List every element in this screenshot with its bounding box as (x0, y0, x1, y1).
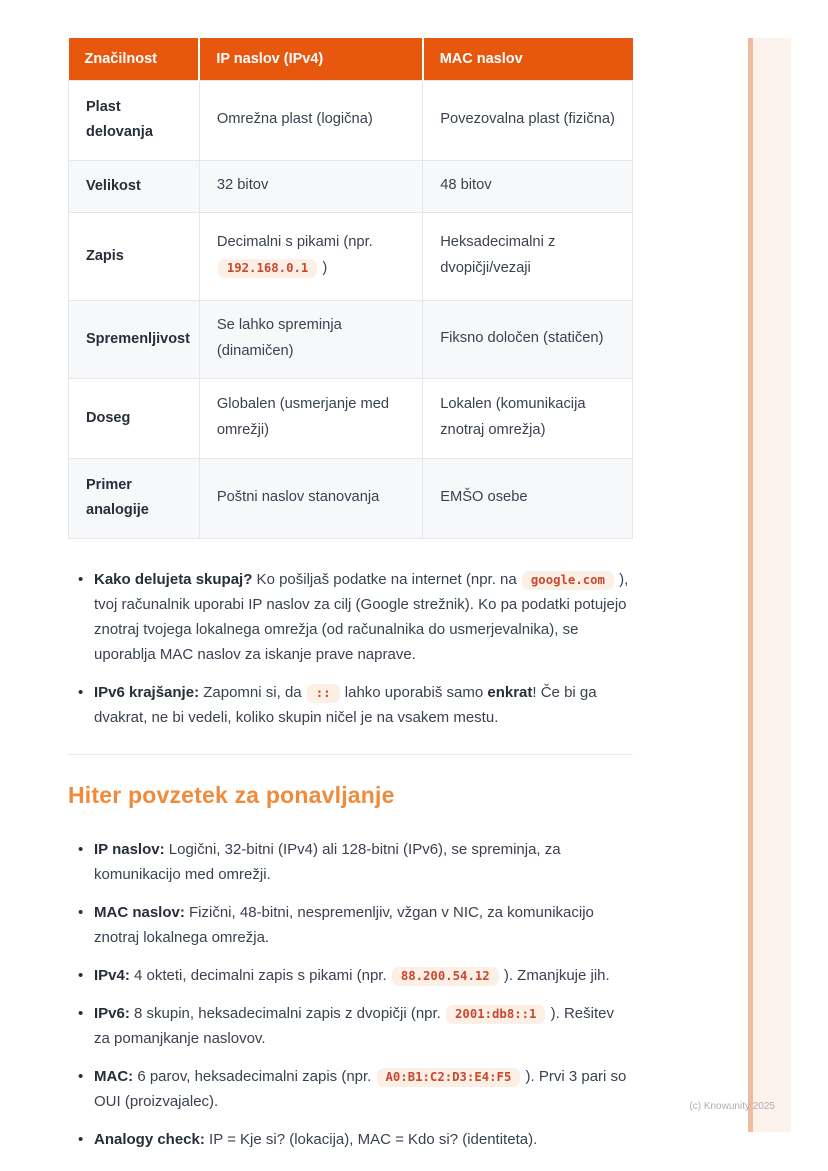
column-header-feature: Značilnost (69, 38, 200, 80)
bold-text: IPv4: (94, 966, 130, 984)
bold-text: MAC: (94, 1068, 134, 1086)
inline-code: 192.168.0.1 (218, 259, 317, 278)
bold-text: MAC naslov: (94, 903, 185, 921)
text-run: Se lahko spreminja (dinamičen) (216, 317, 342, 359)
text-run: ). Prvi 3 pari so OUI (proizvajalec). (94, 1068, 627, 1111)
feature-cell: Velikost (69, 160, 200, 212)
text-run: Fiksno določen (statičen) (440, 330, 604, 347)
summary-list (68, 837, 633, 1152)
ip-cell (199, 378, 422, 458)
table-row (69, 378, 633, 458)
text-run: Omrežna plast (logična) (216, 111, 373, 128)
bullet-item (68, 963, 633, 988)
feature-cell: Doseg (69, 378, 200, 458)
feature-cell: Plast delovanja (69, 80, 200, 160)
ip-cell (199, 458, 422, 538)
text-run: ) (318, 260, 328, 276)
table-row (69, 212, 633, 300)
text-run: ), tvoj računalnik uporabi IP naslov za cilj (Google strežnik). Ko pa podatki potujejo znotraj tvojega lokalnega omrežja (od računalnika do usmerjevalnika), se uporablja MAC naslov za iskanje prave naprave. (94, 570, 629, 663)
text-run: 48 bitov (440, 177, 492, 194)
table-row (69, 300, 633, 378)
mac-cell (423, 458, 633, 538)
bold-text: IP naslov: (94, 840, 165, 858)
table-row (69, 80, 633, 160)
ip-cell (199, 300, 422, 378)
table-header (69, 38, 633, 80)
text-run: ). Zmanjkuje jih. (499, 966, 610, 984)
inline-code: 88.200.54.12 (392, 967, 499, 986)
mac-cell (423, 212, 633, 300)
text-run: Logični, 32-bitni (IPv4) ali 128-bitni (IPv6), se spreminja, za komunikacijo med omrežji. (94, 840, 561, 883)
text-run: Povezovalna plast (fizična) (440, 111, 615, 128)
table-header-row (69, 38, 633, 80)
bold-text: IPv6: (94, 1005, 130, 1023)
text-run: 6 parov, heksadecimalni zapis (npr. (133, 1068, 376, 1086)
inline-code: google.com (522, 571, 614, 590)
text-run: Lokalen (komunikacija znotraj omrežja) (440, 396, 586, 438)
mac-cell (423, 160, 633, 212)
column-header-ip: IP naslov (IPv4) (199, 38, 422, 80)
copyright-footer: (c) Knowunity 2025 (689, 1101, 775, 1112)
mac-cell (423, 80, 633, 160)
ip-cell (199, 80, 422, 160)
bullet-item (68, 1064, 633, 1114)
text-run: ! Če bi ga dvakrat, ne bi vedeli, koliko skupin ničel je na vsakem mestu. (94, 683, 597, 726)
text-run: EMŠO osebe (440, 489, 528, 506)
ip-cell (199, 212, 422, 300)
table-row (69, 160, 633, 212)
text-run: 32 bitov (216, 177, 269, 194)
inline-code: 2001:db8::1 (446, 1005, 545, 1024)
bold-text: enkrat (487, 683, 533, 701)
text-run: ). Rešitev za pomanjkanje naslovov. (94, 1005, 614, 1048)
text-run: lahko uporabiš samo (340, 683, 488, 701)
text-run: Decimalni s pikami (npr. (216, 234, 373, 251)
column-header-mac: MAC naslov (423, 38, 633, 80)
feature-cell: Zapis (69, 212, 200, 300)
mac-cell (423, 378, 633, 458)
bullet-item (68, 680, 633, 730)
text-run: 4 okteti, decimalni zapis s pikami (npr. (129, 966, 391, 984)
ip-cell (199, 160, 422, 212)
document-content (68, 38, 633, 1165)
inline-code: :: (307, 684, 340, 703)
bullet-item (68, 1001, 633, 1051)
feature-cell: Spremenljivost (69, 300, 200, 378)
bullet-item (68, 900, 633, 950)
bullet-item (68, 837, 633, 887)
text-run: Heksadecimalni z dvopičji/vezaji (440, 234, 556, 276)
ip-mac-comparison-table (68, 38, 633, 539)
inline-code: A0:B1:C2:D3:E4:F5 (377, 1068, 521, 1087)
page-edge-stripe-fill (753, 38, 791, 1132)
feature-cell: Primer analogije (69, 458, 200, 538)
bold-text: Kako delujeta skupaj? (94, 570, 253, 588)
text-run: Zapomni si, da (199, 683, 306, 701)
text-run: Fizični, 48-bitni, nespremenljiv, vžgan v NIC, za komunikacijo znotraj lokalnega omrežja. (94, 903, 594, 946)
section-divider (68, 754, 633, 755)
table-body (69, 80, 633, 538)
text-run: Ko pošiljaš podatke na internet (npr. na (252, 570, 521, 588)
text-run: IP = Kje si? (lokacija), MAC = Kdo si? (identiteta). (204, 1131, 538, 1149)
summary-heading: Hiter povzetek za ponavljanje (68, 781, 395, 808)
bullet-item (68, 567, 633, 667)
notes-list (68, 567, 633, 730)
bold-text: Analogy check: (94, 1131, 205, 1149)
text-run: Poštni naslov stanovanja (216, 489, 380, 506)
text-run: 8 skupin, heksadecimalni zapis z dvopičji (npr. (129, 1005, 446, 1023)
bullet-item (68, 1127, 633, 1152)
mac-cell (423, 300, 633, 378)
bold-text: IPv6 krajšanje: (94, 683, 200, 701)
text-run: Globalen (usmerjanje med omrežji) (216, 396, 390, 438)
table-row (69, 458, 633, 538)
